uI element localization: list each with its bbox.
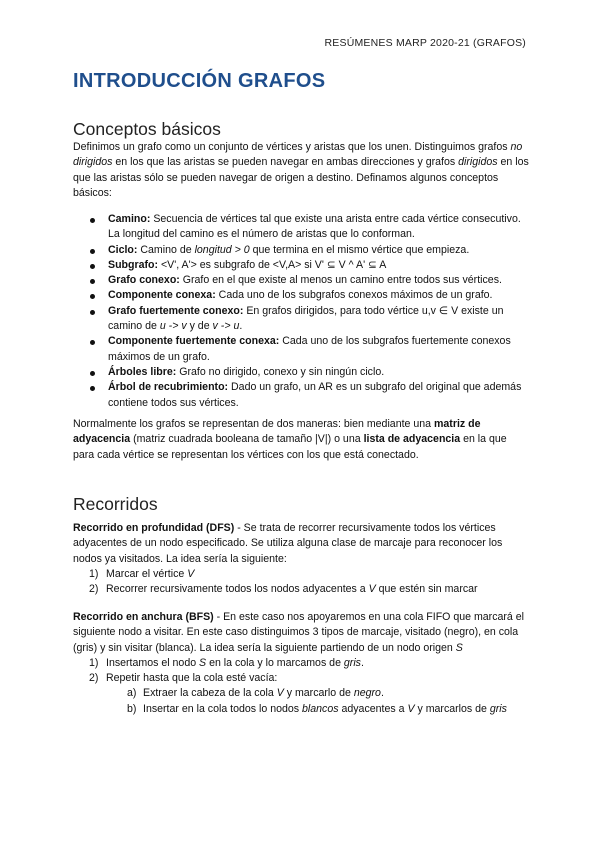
bullet-icon <box>90 294 95 299</box>
step-number: 2) <box>89 672 99 685</box>
concept-text: Grafo no dirigido, conexo y sin ningún ciclo. <box>176 365 385 378</box>
representation-paragraph <box>73 417 529 463</box>
intro-term-no-dirigidos: no dirigidos <box>73 141 523 169</box>
bullet-icon <box>90 279 95 284</box>
step-text: Recorrer recursivamente todos los nodos adyacentes a <box>106 583 369 596</box>
intro-text-2: en los que las aristas se pueden navegar en ambas direcciones y grafos <box>112 156 459 169</box>
outro-term-matriz: matriz de adyacencia <box>73 418 481 446</box>
list-item <box>90 380 530 411</box>
bullet-icon <box>90 249 95 254</box>
outro-term-lista: lista de adyacencia <box>363 433 461 446</box>
bfs-substeps <box>73 686 529 717</box>
concept-term: Componente fuertemente conexa: <box>108 335 280 348</box>
outro-text-3: en la que para cada vértice se representan los vértices con los que está conectado. <box>73 433 507 461</box>
step-italic: gris <box>343 656 361 669</box>
bfs-origin: S <box>455 641 463 654</box>
step-number: 2) <box>89 583 99 596</box>
list-item <box>73 582 529 597</box>
list-item <box>73 656 529 671</box>
concept-text: Camino de <box>137 243 195 256</box>
step-italic: blancos <box>302 702 339 715</box>
list-item <box>73 567 529 582</box>
outro-text-1: Normalmente los grafos se representan de dos maneras: bien mediante una <box>73 418 434 430</box>
bfs-block <box>73 610 529 717</box>
section-heading-recorridos: Recorridos <box>73 494 158 514</box>
step-italic: gris <box>489 702 507 715</box>
step-text: y marcarlo de <box>283 687 354 700</box>
step-text: Extraer la cabeza de la cola <box>143 687 277 700</box>
step-italic: V <box>407 702 415 715</box>
list-item <box>90 288 530 303</box>
list-item <box>90 243 530 258</box>
step-italic: S <box>199 656 207 669</box>
bullet-icon <box>90 386 95 391</box>
list-item <box>90 273 530 288</box>
intro-paragraph <box>73 140 529 201</box>
concept-text: Cada uno de los subgrafos fuertemente conexos máximos de un grafo. <box>108 335 511 363</box>
concept-italic: u -> v <box>159 320 187 333</box>
substep-letter: a) <box>127 687 137 700</box>
step-text: en la cola y lo marcamos de <box>206 656 344 669</box>
concept-text: En grafos dirigidos, para todo vértice u,v ∈ V existe un camino de <box>108 304 504 333</box>
concepts-list <box>90 212 530 411</box>
bfs-title: Recorrido en anchura (BFS) <box>73 611 214 623</box>
bullet-icon <box>90 310 95 315</box>
step-text: Repetir hasta que la cola esté vacía: <box>106 672 278 685</box>
running-header: RESÚMENES MARP 2020-21 (GRAFOS) <box>324 37 526 49</box>
list-item <box>90 258 530 273</box>
step-number: 1) <box>89 567 99 580</box>
concept-italic: longitud > 0 <box>194 243 250 256</box>
concept-term: Componente conexa: <box>108 289 216 302</box>
step-number: 1) <box>89 656 99 669</box>
step-text: adyacentes a <box>338 702 408 715</box>
step-text: y marcarlos de <box>414 702 490 715</box>
concept-term: Grafo conexo: <box>108 274 180 287</box>
concept-term: Subgrafo: <box>108 258 159 271</box>
concept-term: Camino: <box>108 213 151 225</box>
bullet-icon <box>90 340 95 345</box>
step-text: Marcar el vértice <box>106 567 188 580</box>
bfs-steps <box>73 656 529 687</box>
dfs-title: Recorrido en profundidad (DFS) <box>73 522 235 534</box>
step-italic: V <box>368 583 376 596</box>
dfs-block <box>73 521 529 597</box>
step-italic: V <box>187 567 195 580</box>
step-text: Insertamos el nodo <box>106 656 200 669</box>
concept-text: y de <box>186 320 213 333</box>
concept-italic: v -> u <box>212 320 240 333</box>
list-item <box>90 304 530 335</box>
list-item <box>73 671 529 686</box>
concept-term: Ciclo: <box>108 243 138 256</box>
intro-text-1: Definimos un grafo como un conjunto de vértices y aristas que los unen. Distinguimos grafos <box>73 141 511 153</box>
step-italic: V <box>276 687 284 700</box>
step-text: que estén sin marcar <box>375 583 478 596</box>
concept-text: Dado un grafo, un AR es un subgrafo del original que además contiene todos sus vértices. <box>108 381 522 409</box>
concept-text: Cada uno de los subgrafos conexos máximos de un grafo. <box>215 289 493 302</box>
list-item <box>90 334 530 365</box>
bfs-text: - En este caso nos apoyaremos en una cola FIFO que marcará el siguiente nodo a visitar. En este caso distinguimos 3 tipos de marcaje, visitado (negro), en cola (gris) y sin visitar (blanca). La idea sería la siguiente partiendo de un nodo origen <box>73 611 525 654</box>
outro-text-2: (matriz cuadrada booleana de tamaño |V|) o una <box>130 433 364 446</box>
concept-text: que termina en el mismo vértice que empieza. <box>249 243 470 256</box>
intro-text-3: en los que las aristas sólo se pueden navegar de origen a destino. Definamos algunos conceptos básicos: <box>73 156 529 199</box>
bullet-icon <box>90 264 95 269</box>
concept-term: Grafo fuertemente conexo: <box>108 304 244 317</box>
intro-term-dirigidos: dirigidos <box>458 156 498 169</box>
concept-term: Árboles libre: <box>108 365 177 378</box>
list-item <box>73 686 529 701</box>
concept-text: . <box>239 320 243 333</box>
dfs-steps <box>73 567 529 598</box>
list-item <box>90 212 530 243</box>
step-text: . <box>360 656 364 669</box>
list-item <box>73 702 529 717</box>
concept-term: Árbol de recubrimiento: <box>108 381 229 394</box>
concept-text: <V', A'> es subgrafo de <V,A> si V' ⊆ V ^ A' ⊆ A <box>158 258 387 271</box>
dfs-text: - Se trata de recorrer recursivamente todos los vértices adyacentes de un nodo especificado. Se utiliza alguna clase de marcaje para reconocer los nodos ya visitados. La idea sería la siguiente: <box>73 522 503 565</box>
step-text: Insertar en la cola todos lo nodos <box>143 702 303 715</box>
concept-text: Grafo en el que existe al menos un camino entre todos sus vértices. <box>179 274 502 287</box>
section-heading-conceptos: Conceptos básicos <box>73 119 221 139</box>
list-item <box>90 365 530 380</box>
concept-text: Secuencia de vértices tal que existe una arista entre cada vértice consecutivo. La longitud del camino es el número de aristas que lo conforman. <box>108 213 521 241</box>
substep-letter: b) <box>127 702 137 715</box>
step-italic: negro <box>353 687 381 700</box>
bullet-icon <box>90 218 95 223</box>
bullet-icon <box>90 371 95 376</box>
page-title: INTRODUCCIÓN GRAFOS <box>73 70 326 92</box>
step-text: . <box>380 687 384 700</box>
